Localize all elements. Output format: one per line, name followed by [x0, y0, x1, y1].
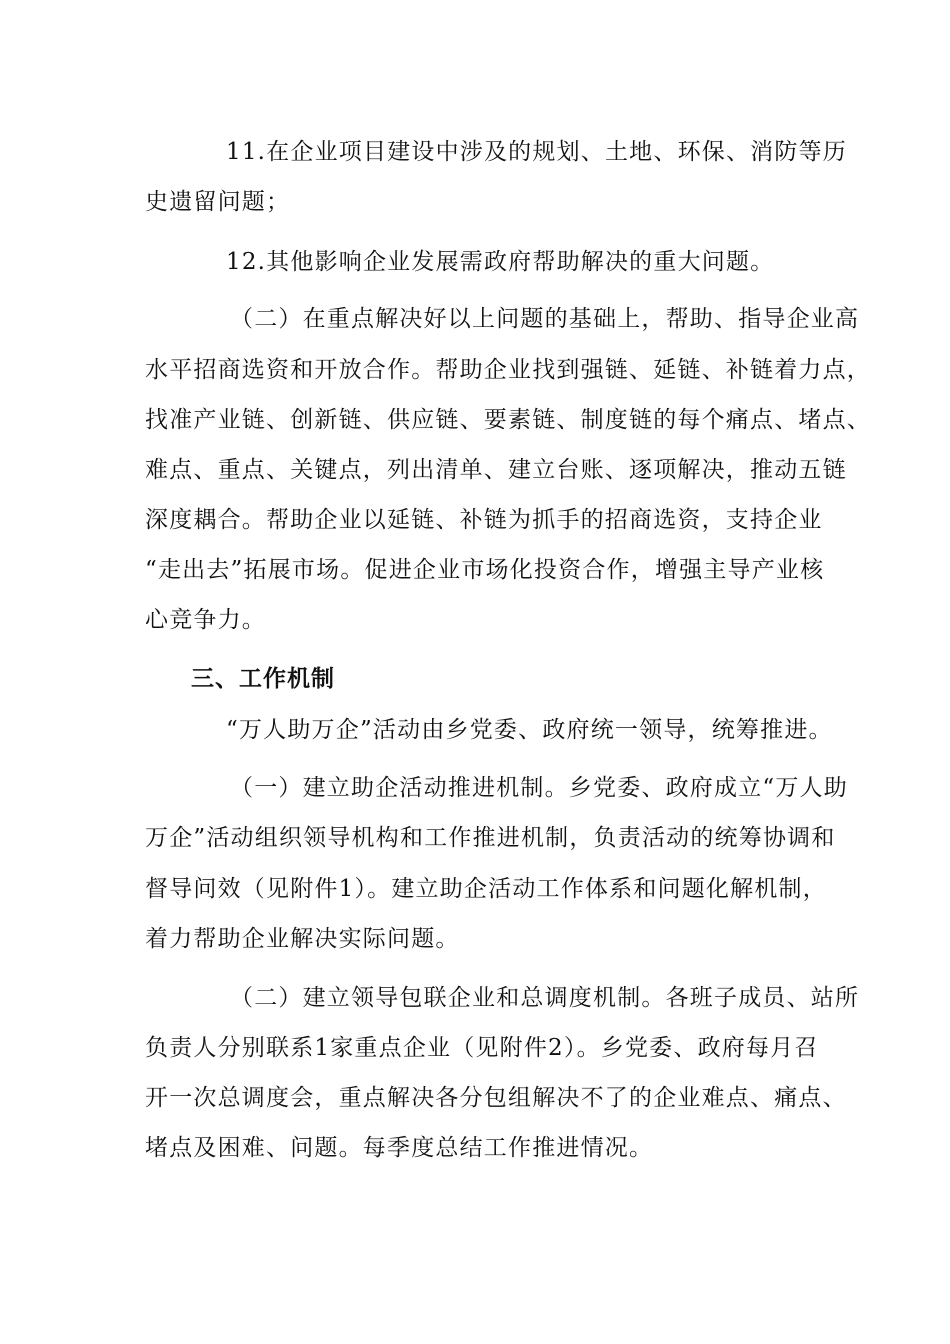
- paragraph-line: 万企”活动组织领导机构和工作推进机制，负责活动的统筹协调和: [145, 825, 836, 851]
- paragraph-line: （一）建立助企活动推进机制。乡党委、政府成立“万人助: [230, 775, 848, 801]
- paragraph-line: “万人助万企”活动由乡党委、政府统一领导，统筹推进。: [226, 717, 833, 743]
- paragraph-line: 深度耦合。帮助企业以延链、补链为抓手的招商选资，支持企业: [145, 507, 823, 533]
- paragraph-line: 心竞争力。: [145, 607, 266, 633]
- paragraph-line: 负责人分别联系1家重点企业（见附件2）。乡党委、政府每月召: [145, 1035, 819, 1061]
- section-heading: 三、工作机制: [191, 666, 335, 692]
- paragraph-line: 开一次总调度会，重点解决各分包组解决不了的企业难点、痛点、: [145, 1085, 847, 1111]
- paragraph-line: 督导问效（见附件1）。建立助企活动工作体系和问题化解机制，: [145, 876, 827, 902]
- paragraph-line: 难点、重点、关键点，列出清单、建立台账、逐项解决，推动五链: [145, 457, 847, 483]
- paragraph-line: （二）在重点解决好以上问题的基础上，帮助、指导企业高: [230, 306, 860, 332]
- paragraph-line: 12.其他影响企业发展需政府帮助解决的重大问题。: [226, 249, 775, 275]
- paragraph-line: “走出去”拓展市场。促进企业市场化投资合作，增强主导产业核: [145, 557, 825, 583]
- paragraph-line: 堵点及困难、问题。每季度总结工作推进情况。: [145, 1135, 654, 1161]
- paragraph-line: 水平招商选资和开放合作。帮助企业找到强链、延链、补链着力点，: [145, 357, 871, 383]
- paragraph-line: 找准产业链、创新链、供应链、要素链、制度链的每个痛点、堵点、: [145, 407, 871, 433]
- paragraph-line: 11.在企业项目建设中涉及的规划、土地、环保、消防等历: [226, 139, 847, 165]
- paragraph-line: 着力帮助企业解决实际问题。: [145, 926, 460, 952]
- paragraph-line: （二）建立领导包联企业和总调度机制。各班子成员、站所: [230, 985, 860, 1011]
- paragraph-line: 史遗留问题；: [145, 189, 291, 215]
